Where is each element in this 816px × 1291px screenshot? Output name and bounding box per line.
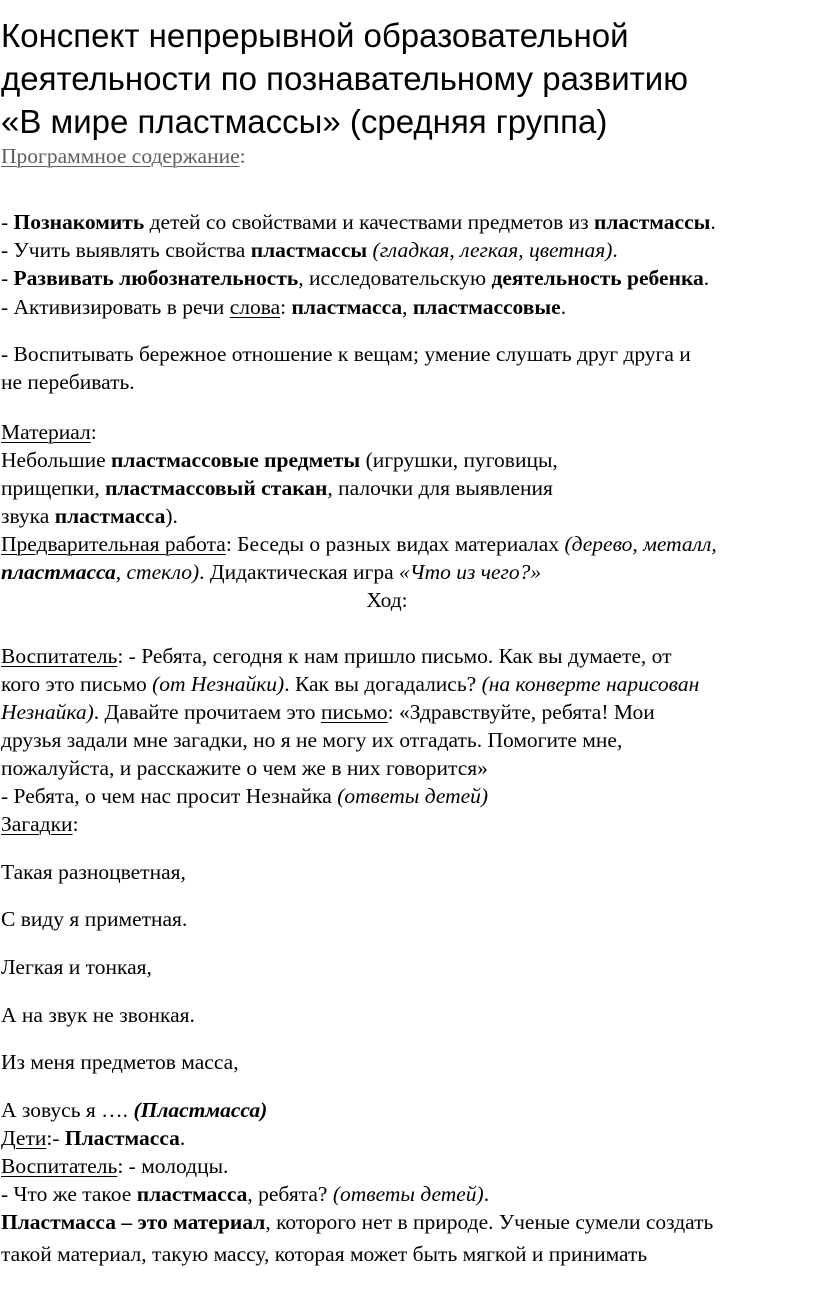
prework-heading: Предварительная работа bbox=[1, 532, 226, 556]
item-dash: - bbox=[1, 210, 14, 234]
item-bold: Познакомить bbox=[13, 210, 145, 234]
after-line-3 bbox=[1, 1180, 489, 1208]
text: : bbox=[72, 812, 79, 836]
document-title bbox=[1, 14, 813, 143]
bold-italic-text: пластмасса bbox=[1, 560, 116, 584]
item-text: . bbox=[612, 238, 618, 262]
riddle-line-3: Легкая и тонкая, bbox=[1, 955, 152, 979]
text: А зовусь я …. bbox=[1, 1098, 134, 1122]
item-bold: пластмассы bbox=[250, 238, 368, 262]
prework-line-1 bbox=[1, 530, 717, 558]
title-line-2: деятельности по познавательному развитию bbox=[1, 60, 688, 97]
text: , которого нет в природе. Ученые сумели создать bbox=[265, 1210, 714, 1234]
item-bold: пластмассовые bbox=[412, 295, 561, 319]
text: . Как вы догадались? bbox=[284, 672, 482, 696]
bold-text: пластмасса bbox=[54, 504, 166, 528]
bold-text: Пластмасса – это материал bbox=[1, 1210, 266, 1234]
bold-text: пластмассовый стакан bbox=[105, 476, 328, 500]
program-heading: Программное содержание bbox=[1, 144, 240, 168]
riddles-heading bbox=[1, 810, 79, 838]
title-line-1: Конспект непрерывной образовательной bbox=[1, 17, 629, 54]
item-bold: Развивать любознательность bbox=[13, 266, 299, 290]
underlined-text: письмо bbox=[320, 700, 388, 724]
text: , ребята? bbox=[247, 1182, 333, 1206]
riddle-line-6 bbox=[1, 1096, 267, 1124]
item-bold: деятельность ребенка bbox=[491, 266, 704, 290]
item-bold: пластмасса bbox=[291, 295, 403, 319]
text: (игрушки, пуговицы, bbox=[360, 448, 558, 472]
italic-text: (от Незнайки) bbox=[152, 672, 285, 696]
text: . bbox=[483, 1182, 490, 1206]
bold-text: пластмассовые предметы bbox=[111, 448, 361, 472]
text: - Ребята, о чем нас просит Незнайка bbox=[1, 784, 338, 808]
text: . bbox=[179, 1126, 186, 1150]
item-text: детей со свойствами и качествами предметов из bbox=[144, 210, 594, 234]
text: . Давайте прочитаем это bbox=[93, 700, 321, 724]
speaker-label: Дети bbox=[1, 1126, 47, 1150]
text: прищепки, bbox=[1, 476, 106, 500]
item-bold: пластмассы bbox=[593, 210, 711, 234]
material-heading-line bbox=[1, 418, 97, 446]
text: . Дидактическая игра bbox=[199, 560, 399, 584]
item-italic: (гладкая, легкая, цветная) bbox=[372, 238, 613, 262]
dialog-line-3 bbox=[1, 698, 655, 726]
item-underlined: слова bbox=[229, 295, 281, 319]
item-text: , bbox=[402, 295, 413, 319]
hod-heading: Ход: bbox=[366, 588, 408, 612]
riddle-line-4: А на звук не звонкая. bbox=[1, 1003, 195, 1027]
title-line-3: «В мире пластмассы» (средняя группа) bbox=[1, 103, 608, 140]
after-line-4 bbox=[1, 1208, 713, 1236]
dialog-line-1 bbox=[1, 642, 672, 670]
riddle-line-5: Из меня предметов масса, bbox=[1, 1050, 239, 1074]
item-text: . bbox=[560, 295, 567, 319]
riddle-line-2: С виду я приметная. bbox=[1, 907, 188, 931]
text: : «Здравствуйте, ребята! Мои bbox=[387, 700, 655, 724]
material-heading-colon: : bbox=[90, 420, 97, 444]
italic-text: (на конверте нарисован bbox=[481, 672, 700, 696]
item-text: - Учить выявлять свойства bbox=[1, 238, 251, 262]
text: :- bbox=[46, 1126, 65, 1150]
item-text: - Активизировать в речи bbox=[1, 295, 230, 319]
program-item-5-line-2: не перебивать. bbox=[1, 370, 135, 394]
text: : Беседы о разных видах материалах bbox=[225, 532, 565, 556]
dialog-line-2 bbox=[1, 670, 699, 698]
after-line-2 bbox=[1, 1152, 228, 1180]
program-item-2 bbox=[1, 236, 618, 264]
dialog-line-4: друзья задали мне загадки, но я не могу их отгадать. Помогите мне, bbox=[1, 728, 623, 752]
underlined-text: Загадки bbox=[1, 812, 73, 836]
bold-italic-text: (Пластмасса) bbox=[133, 1098, 268, 1122]
text: ). bbox=[165, 504, 178, 528]
program-item-4 bbox=[1, 293, 566, 321]
after-line-1 bbox=[1, 1124, 185, 1152]
speaker-label: Воспитатель bbox=[1, 1154, 118, 1178]
italic-text: (ответы детей) bbox=[332, 1182, 484, 1206]
prework-line-2 bbox=[1, 558, 541, 586]
italic-text: (дерево, металл, bbox=[564, 532, 717, 556]
program-heading-line bbox=[1, 142, 246, 170]
item-dash: - bbox=[1, 266, 14, 290]
italic-text: «Что из чего?» bbox=[399, 560, 542, 584]
speaker-label: Воспитатель bbox=[1, 644, 118, 668]
material-line-3 bbox=[1, 502, 178, 530]
material-heading: Материал bbox=[1, 420, 91, 444]
text: звука bbox=[1, 504, 55, 528]
item-text: . bbox=[703, 266, 710, 290]
program-heading-colon: : bbox=[239, 144, 246, 168]
italic-text: , стекло) bbox=[115, 560, 200, 584]
text: : - молодцы. bbox=[117, 1154, 229, 1178]
program-item-3 bbox=[1, 264, 709, 292]
item-text: . bbox=[710, 210, 716, 234]
item-text: , исследовательскую bbox=[298, 266, 492, 290]
italic-text: Незнайка) bbox=[1, 700, 94, 724]
material-line-2 bbox=[1, 474, 553, 502]
italic-text: (ответы детей) bbox=[337, 784, 489, 808]
riddle-line-1: Такая разноцветная, bbox=[1, 860, 186, 884]
dialog-line-5: пожалуйста, и расскажите о чем же в них говорится» bbox=[1, 756, 488, 780]
text: : - Ребята, сегодня к нам пришло письмо. Как вы думаете, от bbox=[117, 644, 672, 668]
bold-text: пластмасса bbox=[136, 1182, 248, 1206]
text: кого это письмо bbox=[1, 672, 153, 696]
dialog-line-6 bbox=[1, 782, 488, 810]
after-line-5: такой материал, такую массу, которая может быть мягкой и принимать bbox=[1, 1242, 648, 1266]
item-text: : bbox=[280, 295, 292, 319]
text: - Что же такое bbox=[1, 1182, 137, 1206]
text: , палочки для выявления bbox=[327, 476, 553, 500]
program-item-5-line-1: - Воспитывать бережное отношение к вещам; умение слушать друг друга и bbox=[1, 342, 691, 366]
program-item-1 bbox=[1, 208, 716, 236]
material-line-1 bbox=[1, 446, 558, 474]
text: Небольшие bbox=[1, 448, 111, 472]
bold-text: Пластмасса bbox=[64, 1126, 180, 1150]
